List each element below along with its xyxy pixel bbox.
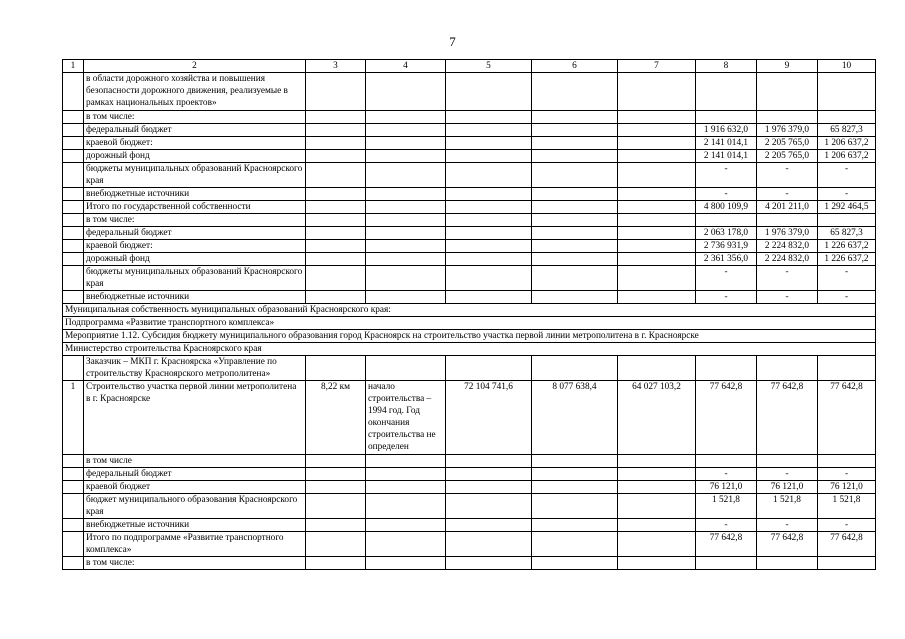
row-label: в области дорожного хозяйства и повышения безопасности дорожного движения, реализуемые в рамках национальных проектов»	[84, 73, 306, 111]
empty-cell	[618, 356, 696, 381]
empty-cell	[366, 111, 446, 124]
value-col-8: 1 916 632,0	[696, 124, 757, 137]
value-col-10: -	[818, 188, 876, 201]
value-col-9	[757, 111, 818, 124]
column-number-2: 2	[84, 60, 306, 73]
section-row	[63, 330, 876, 343]
value-col-9: 2 224 832,0	[757, 253, 818, 266]
value-col-9: -	[757, 468, 818, 481]
empty-cell	[618, 137, 696, 150]
value-col-9: 4 201 211,0	[757, 201, 818, 214]
row-label: дорожный фонд	[84, 253, 306, 266]
column-number-5: 5	[446, 60, 532, 73]
empty-cell	[306, 532, 366, 557]
value-col-8: -	[696, 266, 757, 291]
empty-cell	[306, 455, 366, 468]
row-number-cell	[63, 532, 84, 557]
object-row	[63, 381, 876, 455]
row-number-cell	[63, 253, 84, 266]
empty-cell	[532, 481, 618, 494]
empty-cell	[446, 227, 532, 240]
empty-cell	[618, 150, 696, 163]
empty-cell	[618, 532, 696, 557]
empty-cell	[618, 455, 696, 468]
value-col-9	[757, 455, 818, 468]
empty-cell	[366, 455, 446, 468]
value-col-8: 77 642,8	[696, 381, 757, 455]
value-col-8	[696, 73, 757, 111]
row-label: федеральный бюджет	[84, 227, 306, 240]
empty-cell	[532, 111, 618, 124]
empty-cell	[818, 356, 876, 381]
empty-cell	[446, 201, 532, 214]
empty-cell	[366, 214, 446, 227]
value-col-9	[757, 557, 818, 570]
row-label: внебюджетные источники	[84, 519, 306, 532]
table-row	[63, 137, 876, 150]
page-number: 7	[449, 34, 456, 49]
section-row	[63, 317, 876, 330]
empty-cell	[446, 266, 532, 291]
object-name: Строительство участка первой линии метрополитена в г. Красноярске	[84, 381, 306, 455]
value-col-10: 1 226 637,2	[818, 240, 876, 253]
value-col-9: 77 642,8	[757, 532, 818, 557]
table-row	[63, 557, 876, 570]
empty-cell	[366, 201, 446, 214]
row-label: бюджеты муниципальных образований Красноярского края	[84, 163, 306, 188]
value-col-9: -	[757, 163, 818, 188]
empty-cell	[306, 291, 366, 304]
value-col-8: 4 800 109,9	[696, 201, 757, 214]
empty-cell	[366, 468, 446, 481]
empty-cell	[366, 73, 446, 111]
empty-cell	[618, 227, 696, 240]
empty-cell	[306, 201, 366, 214]
table-row	[63, 111, 876, 124]
empty-cell	[446, 240, 532, 253]
empty-cell	[618, 214, 696, 227]
value-col-10	[818, 214, 876, 227]
row-number-cell	[63, 240, 84, 253]
row-number-cell	[63, 519, 84, 532]
empty-cell	[306, 227, 366, 240]
empty-cell	[366, 356, 446, 381]
value-col-8: 2 361 356,0	[696, 253, 757, 266]
table-row	[63, 240, 876, 253]
row-number-cell	[63, 73, 84, 111]
value-col-8: 2 736 931,9	[696, 240, 757, 253]
empty-cell	[306, 266, 366, 291]
value-col-8: 76 121,0	[696, 481, 757, 494]
customer-label: Заказчик – МКП г. Красноярска «Управление по строительству Красноярского метрополитена»	[84, 356, 306, 381]
value-col-10: -	[818, 163, 876, 188]
empty-cell	[446, 356, 532, 381]
row-label: в том числе:	[84, 557, 306, 570]
empty-cell	[532, 455, 618, 468]
row-label: федеральный бюджет	[84, 124, 306, 137]
value-col-9: 2 224 832,0	[757, 240, 818, 253]
investment-table	[62, 59, 876, 570]
empty-cell	[306, 253, 366, 266]
table-row	[63, 266, 876, 291]
empty-cell	[446, 253, 532, 266]
column-number-6: 6	[532, 60, 618, 73]
empty-cell	[366, 532, 446, 557]
value-col-8: -	[696, 468, 757, 481]
empty-cell	[446, 481, 532, 494]
empty-cell	[366, 124, 446, 137]
section-row	[63, 304, 876, 317]
empty-cell	[366, 227, 446, 240]
value-col-9: -	[757, 519, 818, 532]
row-number-cell	[63, 291, 84, 304]
value-col-10: 77 642,8	[818, 381, 876, 455]
table-row	[63, 201, 876, 214]
empty-cell	[366, 266, 446, 291]
empty-cell	[532, 468, 618, 481]
empty-cell	[306, 557, 366, 570]
empty-cell	[618, 519, 696, 532]
value-col-8: -	[696, 519, 757, 532]
table-row	[63, 494, 876, 519]
row-label: краевой бюджет:	[84, 240, 306, 253]
empty-cell	[366, 557, 446, 570]
value-col-9: 2 205 765,0	[757, 150, 818, 163]
object-remaining-cost: 64 027 103,2	[618, 381, 696, 455]
row-number-cell	[63, 124, 84, 137]
value-col-10: 77 642,8	[818, 532, 876, 557]
row-label: дорожный фонд	[84, 150, 306, 163]
empty-cell	[618, 557, 696, 570]
value-col-8: -	[696, 163, 757, 188]
row-label: бюджеты муниципальных образований Красноярского края	[84, 266, 306, 291]
value-col-10: 65 827,3	[818, 124, 876, 137]
row-number-cell	[63, 150, 84, 163]
empty-cell	[618, 291, 696, 304]
empty-cell	[532, 532, 618, 557]
row-number-cell	[63, 494, 84, 519]
value-col-10	[818, 557, 876, 570]
empty-cell	[618, 201, 696, 214]
value-col-8	[696, 111, 757, 124]
empty-cell	[446, 557, 532, 570]
column-number-7: 7	[618, 60, 696, 73]
empty-cell	[366, 291, 446, 304]
empty-cell	[446, 291, 532, 304]
empty-cell	[532, 150, 618, 163]
value-col-10	[818, 111, 876, 124]
value-col-10: 1 292 464,5	[818, 201, 876, 214]
empty-cell	[532, 163, 618, 188]
empty-cell	[306, 188, 366, 201]
table-row	[63, 124, 876, 137]
empty-cell	[618, 163, 696, 188]
table-row	[63, 188, 876, 201]
row-number-cell	[63, 201, 84, 214]
table-row	[63, 291, 876, 304]
empty-cell	[696, 356, 757, 381]
table-row	[63, 481, 876, 494]
empty-cell	[366, 494, 446, 519]
value-col-9: 2 205 765,0	[757, 137, 818, 150]
row-number-cell	[63, 188, 84, 201]
empty-cell	[532, 137, 618, 150]
empty-cell	[618, 494, 696, 519]
section-row	[63, 343, 876, 356]
object-estimated-cost: 72 104 741,6	[446, 381, 532, 455]
object-financed-amount: 8 077 638,4	[532, 381, 618, 455]
empty-cell	[366, 188, 446, 201]
value-col-8: 77 642,8	[696, 532, 757, 557]
empty-cell	[446, 519, 532, 532]
row-number-cell	[63, 137, 84, 150]
empty-cell	[532, 519, 618, 532]
section-title: Муниципальная собственность муниципальных образований Красноярского края:	[63, 304, 876, 317]
value-col-8	[696, 214, 757, 227]
empty-cell	[532, 356, 618, 381]
row-label: краевой бюджет:	[84, 137, 306, 150]
row-number-cell	[63, 163, 84, 188]
empty-cell	[306, 150, 366, 163]
section-title: Мероприятие 1.12. Субсидия бюджету муниципального образования город Красноярск на строительство участка первой линии метрополитена в г. Красноярске	[63, 330, 876, 343]
column-number-3: 3	[306, 60, 366, 73]
value-col-10: -	[818, 519, 876, 532]
value-col-9: -	[757, 266, 818, 291]
row-number-cell	[63, 356, 84, 381]
empty-cell	[306, 494, 366, 519]
value-col-8: 2 141 014,1	[696, 150, 757, 163]
value-col-10: -	[818, 266, 876, 291]
table-row	[63, 532, 876, 557]
table-row	[63, 150, 876, 163]
empty-cell	[366, 253, 446, 266]
empty-cell	[757, 356, 818, 381]
empty-cell	[306, 214, 366, 227]
empty-cell	[366, 240, 446, 253]
empty-cell	[618, 240, 696, 253]
value-col-10	[818, 455, 876, 468]
value-col-8: 1 521,8	[696, 494, 757, 519]
empty-cell	[618, 124, 696, 137]
value-col-10: -	[818, 468, 876, 481]
value-col-10	[818, 73, 876, 111]
empty-cell	[366, 163, 446, 188]
object-period: начало строительства – 1994 год. Год окончания строительства не определен	[366, 381, 446, 455]
table-row	[63, 468, 876, 481]
row-number-cell	[63, 227, 84, 240]
empty-cell	[532, 227, 618, 240]
empty-cell	[618, 73, 696, 111]
empty-cell	[446, 188, 532, 201]
empty-cell	[618, 266, 696, 291]
customer-row	[63, 356, 876, 381]
row-label: внебюджетные источники	[84, 188, 306, 201]
column-number-9: 9	[757, 60, 818, 73]
row-number-cell	[63, 468, 84, 481]
value-col-9: 1 976 379,0	[757, 227, 818, 240]
row-label: в том числе:	[84, 111, 306, 124]
empty-cell	[306, 519, 366, 532]
table-row	[63, 227, 876, 240]
row-label: бюджет муниципального образования Красноярского края	[84, 494, 306, 519]
empty-cell	[366, 481, 446, 494]
empty-cell	[306, 111, 366, 124]
empty-cell	[532, 214, 618, 227]
object-number: 1	[63, 381, 84, 455]
row-number-cell	[63, 481, 84, 494]
value-col-9	[757, 73, 818, 111]
empty-cell	[446, 150, 532, 163]
value-col-9: 76 121,0	[757, 481, 818, 494]
row-number-cell	[63, 266, 84, 291]
empty-cell	[306, 356, 366, 381]
empty-cell	[446, 73, 532, 111]
empty-cell	[366, 519, 446, 532]
empty-cell	[618, 111, 696, 124]
empty-cell	[446, 532, 532, 557]
value-col-8	[696, 455, 757, 468]
value-col-9: 77 642,8	[757, 381, 818, 455]
value-col-10: 65 827,3	[818, 227, 876, 240]
empty-cell	[446, 468, 532, 481]
value-col-8: 2 141 014,1	[696, 137, 757, 150]
row-number-cell	[63, 557, 84, 570]
value-col-10: 1 521,8	[818, 494, 876, 519]
value-col-9: 1 976 379,0	[757, 124, 818, 137]
empty-cell	[446, 214, 532, 227]
empty-cell	[618, 468, 696, 481]
empty-cell	[306, 124, 366, 137]
value-col-8: -	[696, 291, 757, 304]
empty-cell	[446, 124, 532, 137]
empty-cell	[446, 137, 532, 150]
empty-cell	[532, 557, 618, 570]
value-col-9: 1 521,8	[757, 494, 818, 519]
empty-cell	[532, 240, 618, 253]
empty-cell	[306, 481, 366, 494]
value-col-10: 1 206 637,2	[818, 150, 876, 163]
table-row	[63, 214, 876, 227]
row-label: в том числе:	[84, 214, 306, 227]
value-col-8: -	[696, 188, 757, 201]
table-header-row	[63, 60, 876, 73]
row-label: краевой бюджет	[84, 481, 306, 494]
empty-cell	[366, 150, 446, 163]
empty-cell	[446, 455, 532, 468]
row-number-cell	[63, 111, 84, 124]
empty-cell	[532, 201, 618, 214]
empty-cell	[532, 266, 618, 291]
empty-cell	[306, 163, 366, 188]
row-label: федеральный бюджет	[84, 468, 306, 481]
row-label: внебюджетные источники	[84, 291, 306, 304]
row-label: в том числе	[84, 455, 306, 468]
empty-cell	[532, 188, 618, 201]
value-col-9	[757, 214, 818, 227]
empty-cell	[532, 253, 618, 266]
section-title: Министерство строительства Красноярского края	[63, 343, 876, 356]
empty-cell	[366, 137, 446, 150]
value-col-10: -	[818, 291, 876, 304]
empty-cell	[306, 73, 366, 111]
value-col-10: 76 121,0	[818, 481, 876, 494]
table-row	[63, 519, 876, 532]
empty-cell	[306, 468, 366, 481]
row-label: Итого по государственной собственности	[84, 201, 306, 214]
empty-cell	[446, 163, 532, 188]
column-number-1: 1	[63, 60, 84, 73]
value-col-10: 1 206 637,2	[818, 137, 876, 150]
object-capacity: 8,22 км	[306, 381, 366, 455]
row-number-cell	[63, 455, 84, 468]
column-number-4: 4	[366, 60, 446, 73]
value-col-8	[696, 557, 757, 570]
table-row	[63, 253, 876, 266]
table-row	[63, 73, 876, 111]
empty-cell	[306, 137, 366, 150]
table-row	[63, 455, 876, 468]
empty-cell	[306, 240, 366, 253]
empty-cell	[618, 253, 696, 266]
value-col-8: 2 063 178,0	[696, 227, 757, 240]
value-col-10: 1 226 637,2	[818, 253, 876, 266]
row-label: Итого по подпрограмме «Развитие транспортного комплекса»	[84, 532, 306, 557]
value-col-9: -	[757, 188, 818, 201]
empty-cell	[618, 481, 696, 494]
empty-cell	[446, 494, 532, 519]
column-number-10: 10	[818, 60, 876, 73]
empty-cell	[532, 494, 618, 519]
column-number-8: 8	[696, 60, 757, 73]
row-number-cell	[63, 214, 84, 227]
empty-cell	[532, 124, 618, 137]
empty-cell	[446, 111, 532, 124]
table-row	[63, 163, 876, 188]
empty-cell	[618, 188, 696, 201]
empty-cell	[532, 291, 618, 304]
empty-cell	[532, 73, 618, 111]
section-title: Подпрограмма «Развитие транспортного комплекса»	[63, 317, 876, 330]
value-col-9: -	[757, 291, 818, 304]
